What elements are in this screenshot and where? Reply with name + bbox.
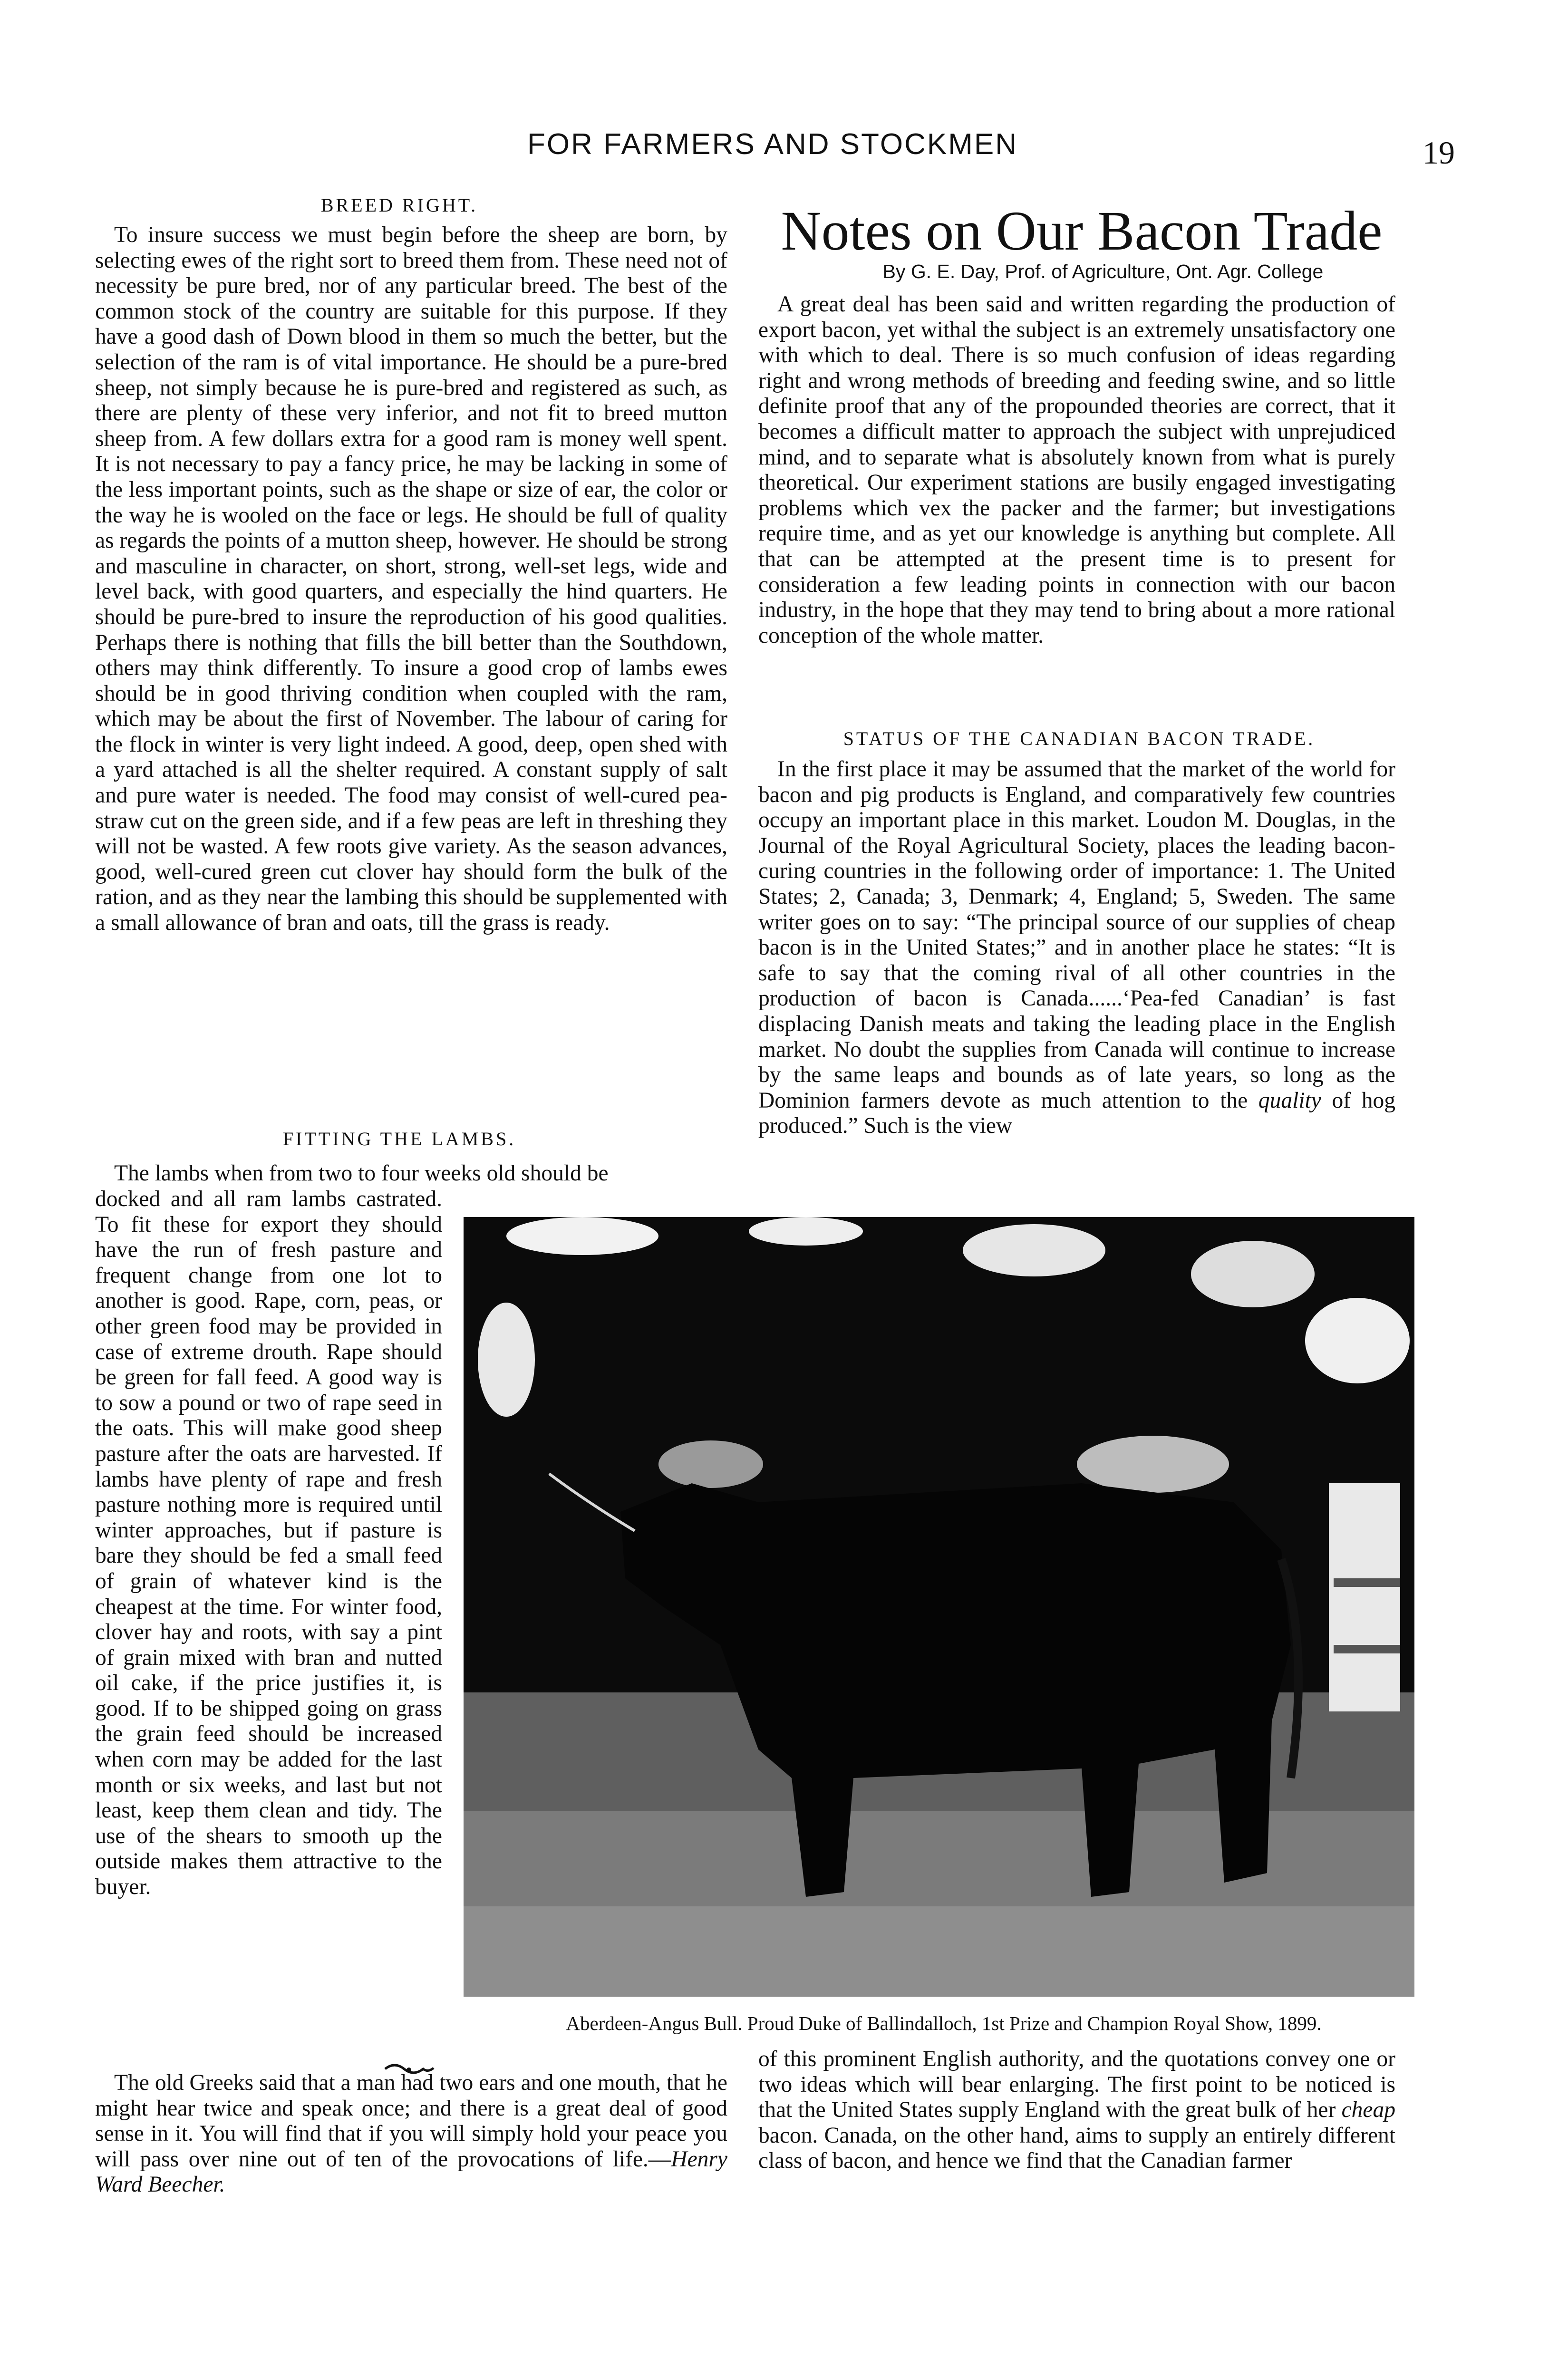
article-title: Notes on Our Bacon Trade	[781, 200, 1383, 262]
bull-photo-image	[464, 1217, 1414, 1997]
continued-text	[758, 2047, 1395, 2174]
article-byline: By G. E. Day, Prof. of Agriculture, Ont. Agr. College	[882, 261, 1324, 282]
continued-paragraph	[758, 2047, 1395, 2174]
photo-caption: Aberdeen-Angus Bull. Proud Duke of Ballindalloch, 1st Prize and Champion Royal Show, 1899.	[566, 2012, 1322, 2034]
status-text-after: of hog produced.” Such is the view	[758, 1088, 1395, 1139]
status-text-quality: quality	[1258, 1088, 1321, 1113]
article-intro	[758, 292, 1395, 648]
continued-text-cheap: cheap	[1341, 2097, 1395, 2123]
quote-author: Henry Ward Beecher.	[95, 2146, 727, 2197]
fitting-first-line-text: The lambs when from two to four weeks old should be	[114, 1161, 609, 1186]
section-heading-status: STATUS OF THE CANADIAN BACON TRADE.	[843, 728, 1316, 749]
section-heading-breed-right: BREED RIGHT.	[320, 194, 478, 216]
quote-block	[95, 2070, 727, 2198]
quote-text: The old Greeks said that a man had two ears and one mouth, that he might hear twice and speak once; and there is a great deal of good sense in it. You will find that if you will simply hold your peace you will pass over nine out of ten of the provocations of life.—	[95, 2070, 727, 2172]
fitting-first-line	[95, 1161, 727, 1187]
breed-right-text	[95, 222, 727, 936]
status-paragraph	[758, 757, 1395, 1139]
breed-right-paragraph: To insure success we must begin before the sheep are born, by selecting ewes of the right sort to breed them from. These need not of necessity be pure bred, nor of any particular breed. The best of the common stock of the country are suitable for this purpose. If they have a good dash of Down blood in them so much the better, but the selection of the ram is of vital importance. He should be a pure-bred sheep, not simply because he is pure-bred and registered as such, as there are plenty of these very inferior, and not fit to breed mutton sheep from. A few dollars extra for a good ram is money well spent. It is not necessary to pay a fancy price, he may be lacking in some of the less important points, such as the shape or size of ear, the color or the way he is wooled on the face or legs. He should be full of quality as regards the points of a mutton sheep, however. He should be strong and masculine in character, on short, strong, well-set legs, wide and level back, with good quarters, and especially the hind quarters. He should be pure-bred to insure the reproduction of his good qualities. Perhaps there is nothing that fills the bill better than the Southdown, others may think differently. To insure a good crop of lambs ewes should be in good thriving condition when coupled with the ram, which may be about the first of November. The labour of caring for the flock in winter is very light indeed. A good, deep, open shed with a yard attached is all the shelter required. A constant supply of salt and pure water is needed. The food may consist of well-cured pea-straw cut on the green side, and if a few peas are left in threshing they will not be wasted. A few roots give variety. As the season advances, good, well-cured green cut clover hay should form the bulk of the ration, and as they near the lambing this should be supplemented with a small allowance of bran and oats, till the grass is ready.	[95, 222, 727, 936]
photo-aberdeen-angus-bull	[464, 1217, 1414, 1997]
section-heading-fitting-the-lambs: FITTING THE LAMBS.	[282, 1128, 516, 1150]
status-text-before: In the first place it may be assumed that the market of the world for bacon and pig products is England, and comparatively few countries occupy an important place in this market. Loudon M. Douglas, in the Journal of the Royal Agricultural Society, places the leading bacon-curing countries in the following order of importance: 1. The United States; 2, Canada; 3, Denmark; 4, England; 5, Sweden. The same writer goes on to say: “The principal source of our supplies of cheap bacon is in the United States;” and in another place he states: “It is safe to say that the coming rival of all other countries in the production of bacon is Canada......‘Pea-fed Canadian’ is fast displacing Danish meats and taking the leading place in the English market. No doubt the supplies from Canada will continue to increase by the same leaps and bounds as of late years, so long as the Dominion farmers devote as much attention to the	[758, 757, 1395, 1113]
article-intro-paragraph: A great deal has been said and written regarding the production of export bacon, yet withal the subject is an extremely unsatisfactory one with which to deal. There is so much confusion of ideas regarding right and wrong methods of breeding and feeding swine, and so little definite proof that any of the propounded theories are correct, that it becomes a difficult matter to approach the subject with unprejudiced mind, and to separate what is absolutely known from what is purely theoretical. Our experiment stations are busily engaged investigating problems which vex the packer and the farmer; but investigations require time, and as yet our knowledge is anything but complete. All that can be attempted at the present time is to present for consideration a few leading points in connection with our bacon industry, in the hope that they may tend to bring about a more rational conception of the whole matter.	[758, 292, 1395, 648]
fitting-text	[95, 1187, 442, 1900]
continued-text-before: of this prominent English authority, and the quotations convey one or two ideas which will bear enlarging. The first point to be noticed is that the United States supply England with the great bulk of her	[758, 2047, 1395, 2123]
page-number: 19	[1423, 135, 1455, 171]
continued-text-after: bacon. Canada, on the other hand, aims to supply an entirely different class of bacon, and hence we find that the Canadian farmer	[758, 2123, 1395, 2174]
status-text	[758, 757, 1395, 1139]
running-header: FOR FARMERS AND STOCKMEN	[527, 128, 1018, 161]
fitting-paragraph: docked and all ram lambs castrated. To fit these for export they should have the run of fresh pasture and frequent change from one lot to another is good. Rape, corn, peas, or other green food may be provided in case of extreme drouth. Rape should be green for fall feed. A good way is to sow a pound or two of rape seed in the oats. This will make good sheep pasture after the oats are harvested. If lambs have plenty of rape and fresh pasture nothing more is required until winter approaches, but if pasture is bare they should be fed a small feed of grain of whatever kind is the cheapest at the time. For winter food, clover hay and roots, with say a pint of grain mixed with bran and nutted oil cake, if the price justifies it, is good. If to be shipped going on grass the grain feed should be increased when corn may be added for the last month or six weeks, and last but not least, keep them clean and tidy. The use of the shears to smooth up the outside makes them attractive to the buyer.	[95, 1187, 442, 1900]
